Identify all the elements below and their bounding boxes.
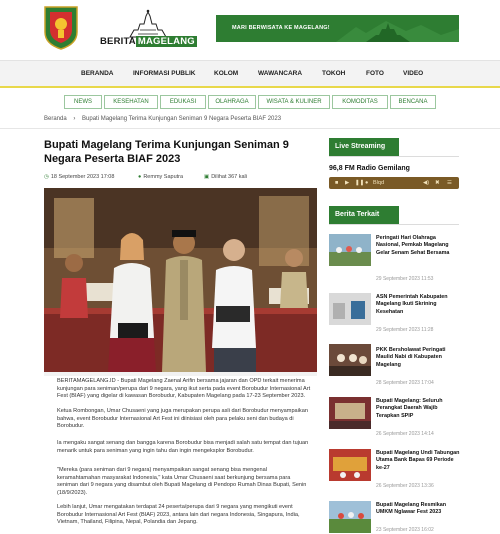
calendar-icon: ◷ <box>44 174 49 180</box>
article-paragraph: Ketua Rombongan, Umar Chusaeni yang juga merupakan perupa asli dari Borobudur menyampaikan bahwa, event Borobudur Internasional Art Fest ini diinisiasi oleh para pelaku seni dan budaya di Borobudur. <box>57 408 308 430</box>
nav-tokoh[interactable]: TOKOH <box>322 70 346 77</box>
article-author-name[interactable]: Remmy Saputra <box>143 174 184 180</box>
related-news-thumbnail[interactable] <box>329 501 371 533</box>
category-edukasi[interactable]: EDUKASI <box>160 95 206 109</box>
related-news-date: 23 September 2023 16:02 <box>376 527 434 533</box>
player-progress[interactable]: ● <box>365 180 369 186</box>
related-news-title[interactable]: Peringati Hari Olahraga Nasional, Pemkab Magelang Gelar Senam Sehat Bersama <box>376 235 450 256</box>
player-station-label: Blqd <box>373 180 385 186</box>
article-date-text: 18 September 2023 17:08 <box>50 174 115 180</box>
nav-beranda[interactable]: BERANDA <box>81 70 114 77</box>
article-views <box>204 174 247 180</box>
related-news-thumbnail[interactable] <box>329 397 371 429</box>
related-news-date: 26 September 2023 14:14 <box>376 431 434 437</box>
category-nav <box>0 92 500 114</box>
radio-station-name: 96,8 FM Radio Gemilang <box>329 165 410 172</box>
category-komoditas[interactable]: KOMODITAS <box>332 95 388 109</box>
related-news-title[interactable]: PKK Bersholawat Peringati Maulid Nabi di Kabupaten Magelang <box>376 347 446 368</box>
article-paragraph: Ia mengaku sangat senang dan bangga karena Borobudur bisa menjadi salah satu tempat dan tujuan menarik untuk para seniman yang ingin tahu dan ingin mengeksplor Borobudur. <box>57 440 309 454</box>
volume-icon[interactable]: ◀) <box>423 180 430 186</box>
article-photo-image <box>44 188 317 372</box>
eye-icon: ▣ <box>204 174 210 180</box>
main-nav <box>0 60 500 88</box>
banner-text: MARI BERWISATA KE MAGELANG! <box>232 25 330 31</box>
breadcrumb-home[interactable]: Beranda <box>44 116 67 122</box>
nav-video[interactable]: VIDEO <box>403 70 424 77</box>
related-news-date: 29 September 2023 11:28 <box>376 327 434 333</box>
related-news-title[interactable]: Bupati Magelang: Seluruh Perangkat Daerah Wajib Terapkan SPIP <box>376 398 443 419</box>
photo-divider <box>44 372 317 376</box>
article-paragraph: "Mereka (para seniman dari 9 negara) menyampaikan sangat senang bisa mengenal keramahtamahan masyarakat Indonesia," kata Umar Chusaeni saat berkunjung bersama para seniman dari 9 negara yang disambut oleh Bupati Magelang di Pendopo Rumah Dinas Bupati, Senin (18/9/2023). <box>57 467 307 496</box>
divider <box>0 128 500 129</box>
nav-foto[interactable]: FOTO <box>366 70 384 77</box>
related-news-title[interactable]: ASN Pemerintah Kabupaten Magelang Ikuti Skrining Kesehatan <box>376 294 448 315</box>
breadcrumb-current: Bupati Magelang Terima Kunjungan Seniman 9 Negara Peserta BIAF 2023 <box>82 116 282 122</box>
nav-wawancara[interactable]: WAWANCARA <box>258 70 303 77</box>
player-menu-icon[interactable]: ☰ <box>447 180 452 186</box>
related-news-date: 26 September 2023 13:36 <box>376 483 434 489</box>
audio-player <box>329 177 459 189</box>
article-author <box>138 174 183 180</box>
article-paragraph: BERITAMAGELANG.ID - Bupati Magelang Zaenal Arifin bersama jajaran dan OPD terkait menerima kunjungan para seniman/perupa dari 9 negara, yang ikut serta pada event Borobudur Internasional Art Fest (BIAF) yang digelar di kawasan Borobudur, Kabupaten Magelang pada 17-23 September 2023. <box>57 378 311 400</box>
related-news-thumbnail[interactable] <box>329 344 371 376</box>
article-date <box>44 174 114 180</box>
logo-word-magelang: MAGELANG <box>137 36 195 47</box>
pause-icon[interactable]: ❚❚ <box>355 180 365 186</box>
category-bencana[interactable]: BENCANA <box>390 95 436 109</box>
divider <box>329 156 459 157</box>
related-news-thumbnail[interactable] <box>329 234 371 266</box>
category-news[interactable]: NEWS <box>64 95 102 109</box>
breadcrumb-separator: › <box>73 116 76 122</box>
temple-silhouette-icon <box>100 8 192 38</box>
live-streaming-heading: Live Streaming <box>329 138 399 156</box>
nav-informasi-publik[interactable]: INFORMASI PUBLIK <box>133 70 196 77</box>
play-icon[interactable]: ▶ <box>345 180 350 186</box>
related-news-thumbnail[interactable] <box>329 293 371 325</box>
logo-word-berita: BERITA <box>100 36 136 47</box>
article-title: Bupati Magelang Terima Kunjungan Seniman 9 Negara Peserta BIAF 2023 <box>44 139 289 165</box>
article-views-text: Dilihat 367 kali <box>211 174 247 180</box>
category-wisata-kuliner[interactable]: WISATA & KULINER <box>258 95 330 109</box>
tourism-banner[interactable] <box>216 15 459 42</box>
related-news-title[interactable]: Bupati Magelang Resmikan UMKM Nglawar Fest 2023 <box>376 502 447 516</box>
category-olahraga[interactable]: OLAHRAGA <box>208 95 256 109</box>
related-news-date: 29 September 2023 11:53 <box>376 276 434 282</box>
mute-icon[interactable]: ✖ <box>435 180 440 186</box>
regency-crest-icon[interactable] <box>44 6 78 50</box>
related-news-heading: Berita Terkait <box>329 206 399 224</box>
related-news-title[interactable]: Bupati Magelang Undi Tabungan Utama Bank Bapas 69 Periode ke-27 <box>376 450 460 471</box>
category-kesehatan[interactable]: KESEHATAN <box>104 95 158 109</box>
breadcrumb <box>44 116 286 122</box>
article-photo <box>44 188 317 372</box>
user-icon: ● <box>138 174 142 180</box>
site-logo[interactable] <box>100 8 195 50</box>
related-news-thumbnail[interactable] <box>329 449 371 481</box>
article-paragraph: Lebih lanjut, Umar mengatakan terdapat 24 peserta/perupa dari 9 negara yang mengikuti event Borobudur Internasional Art Fest (BIAF) 2023, antara lain dari negara Indonesia, Singapura, India, Vietnam, Thailand, Filipina, Nepal, Polandia dan Jepang. <box>57 504 300 526</box>
related-news-date: 28 September 2023 17:04 <box>376 380 434 386</box>
stop-icon[interactable]: ■ <box>335 180 339 186</box>
site-header <box>0 0 500 60</box>
nav-kolom[interactable]: KOLOM <box>214 70 239 77</box>
divider <box>329 224 459 225</box>
logo-wordmark <box>100 36 195 50</box>
